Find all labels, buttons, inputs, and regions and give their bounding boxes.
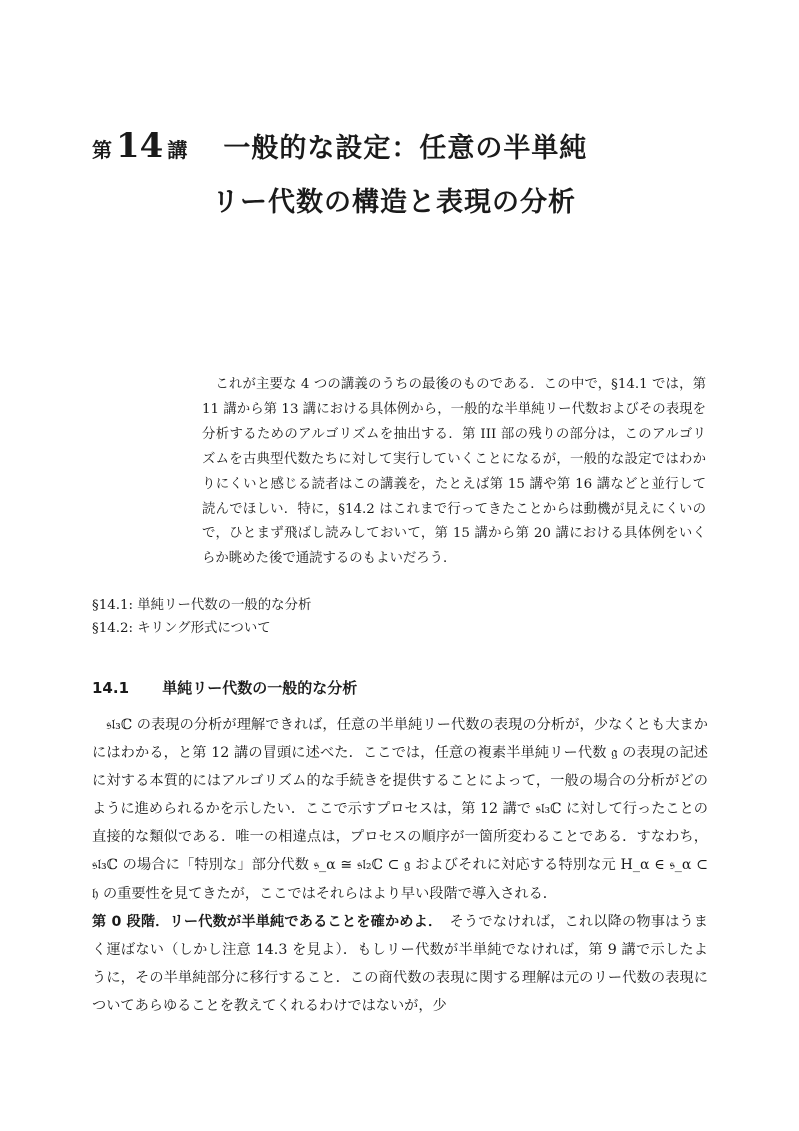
chapter-title-line2: リー代数の構造と表現の分析 xyxy=(212,187,576,218)
chapter-abstract xyxy=(202,373,706,572)
section-heading xyxy=(92,677,712,698)
chapter-suffix: 講 xyxy=(167,138,188,162)
step-paragraph xyxy=(92,908,708,1020)
chapter-prefix: 第 xyxy=(92,138,112,162)
section-list xyxy=(92,594,712,640)
body-paragraph: 𝔰𝔩₃ℂ の表現の分析が理解できれば，任意の半単純リー代数の表現の分析が，少なくとも大まかにはわかる，と第 12 講の冒頭に述べた．ここでは，任意の複素半単純リー代数 𝔤 の表現の記述に対する本質的にはアルゴリズム的な手続きを提供することによって，一般の場合の分析がどのように進められるかを示したい．ここで示すプロセスは，第 12 講で 𝔰𝔩₃ℂ に対して行ったことの直接的な類似である．唯一の相違点は，プロセスの順序が一箇所変わることである．すなわち，𝔰𝔩₃ℂ の場合に「特別な」部分代数 𝔰_α ≅ 𝔰𝔩₂ℂ ⊂ 𝔤 およびそれに対応する特別な元 H_α ∈ 𝔰_α ⊂ 𝔥 の重要性を見てきたが，ここではそれらはより早い段階で導入される． xyxy=(92,717,708,902)
section-title: 単純リー代数の一般的な分析 xyxy=(162,679,358,697)
step-label: 第 0 段階．リー代数が半単純であることを確かめよ． xyxy=(92,913,436,930)
chapter-number: 14 xyxy=(116,126,164,166)
chapter-heading xyxy=(92,126,732,219)
section-number: 14.1 xyxy=(92,679,130,697)
section-list-item: §14.1: 単純リー代数の一般的な分析 xyxy=(92,598,312,613)
chapter-heading-line1 xyxy=(92,126,732,174)
section-list-item: §14.2: キリング形式について xyxy=(92,621,271,636)
step-text: そうでなければ，これ以降の物事はうまく運ばない（しかし注意 14.3 を見よ）．もしリー代数が半単純でなければ，第 9 講で示したように，その半単純部分に移行すること．この商代数の表現に関する理解は元のリー代数の表現についてあらゆることを教えてくれるわけではないが，少 xyxy=(92,913,708,1014)
abstract-text: これが主要な 4 つの講義のうちの最後のものである．この中で，§14.1 では，第 11 講から第 13 講における具体例から，一般的な半単純リー代数およびその表現を分析するためのアルゴリズムを抽出する．第 III 部の残りの部分は，このアルゴリズムを古典型代数たちに対して実行していくことになるが，一般的な設定ではわかりにくいと感じる読者はこの講義を，たとえば第 15 講や第 16 講などと並行して読んでほしい．特に，§14.2 はこれまで行ってきたことからは動機が見えにくいので，ひとまず飛ばし読みしておいて，第 15 講から第 20 講における具体例をいくらか眺めた後で通読するのもよいだろう． xyxy=(202,377,706,567)
chapter-title-line1: 一般的な設定：任意の半単純 xyxy=(223,133,588,164)
body-text xyxy=(92,711,708,1020)
